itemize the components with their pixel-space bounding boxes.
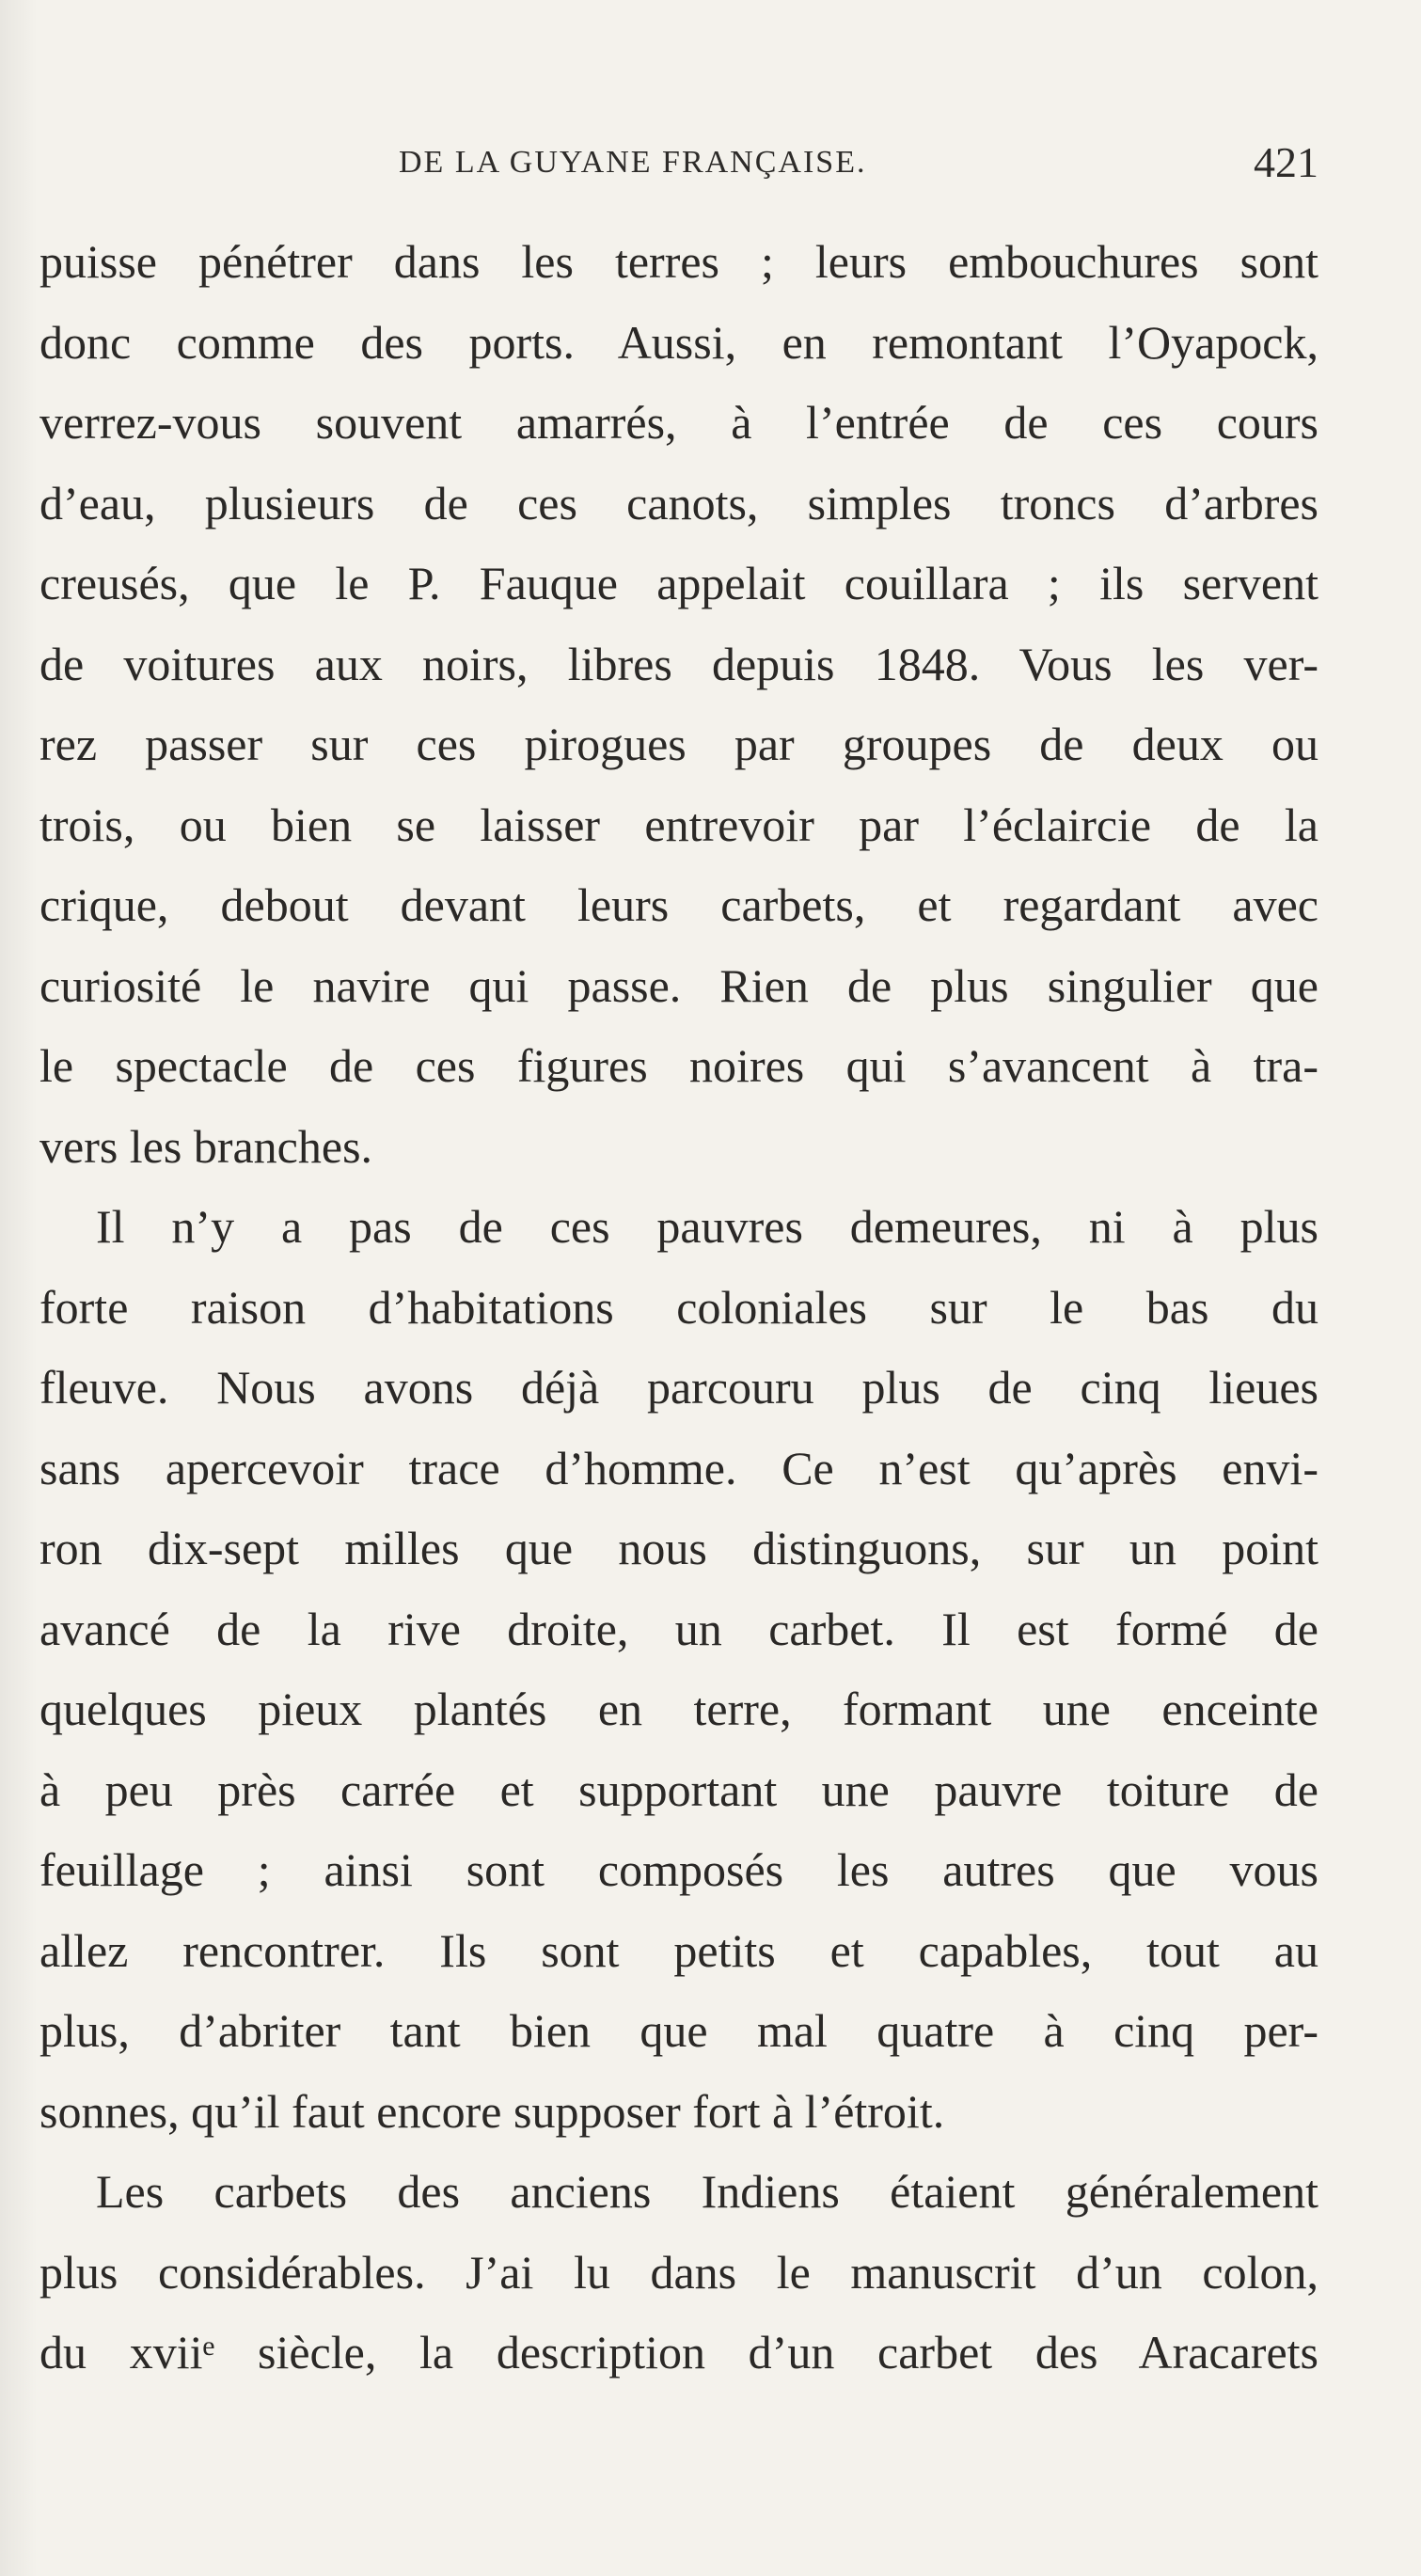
page-number: 421	[1254, 138, 1318, 186]
text-line: à peu près carrée et supportant une pauvre toiture de	[39, 1762, 1318, 1816]
text-line: allez rencontrer. Ils sont petits et capables, tout au	[39, 1923, 1318, 1977]
text-line: feuillage ; ainsi sont composés les autres que vous	[39, 1843, 1318, 1896]
text-line: d’eau, plusieurs de ces canots, simples troncs d’arbres	[39, 476, 1318, 529]
text-line: avancé de la rive droite, un carbet. Il est formé de	[39, 1602, 1318, 1655]
text-line: sans apercevoir trace d’homme. Ce n’est qu’après envi-	[39, 1441, 1318, 1494]
text-line: donc comme des ports. Aussi, en remontant l’Oyapock,	[39, 315, 1318, 369]
running-title: DE LA GUYANE FRANÇAISE.	[399, 145, 867, 180]
text-line: plus, d’abriter tant bien que mal quatre à cinq per-	[39, 2004, 1318, 2057]
text-line: du xviiᵉ siècle, la description d’un carbet des Aracarets	[39, 2326, 1318, 2378]
text-line: quelques pieux plantés en terre, formant une enceinte	[39, 1683, 1318, 1735]
text-line: verrez-vous souvent amarrés, à l’entrée de ces cours	[39, 396, 1318, 449]
text-line: Les carbets des anciens Indiens étaient généralement	[96, 2165, 1318, 2218]
text-line: rez passer sur ces pirogues par groupes de deux ou	[39, 718, 1318, 770]
text-line: forte raison d’habitations coloniales sur le bas du	[39, 1280, 1318, 1334]
text-line: le spectacle de ces figures noires qui s’avancent à tra-	[39, 1039, 1318, 1092]
text-line: Il n’y a pas de ces pauvres demeures, ni à plus	[96, 1200, 1318, 1253]
running-head	[39, 138, 1318, 201]
text-line: ron dix-sept milles que nous distinguons, sur un point	[39, 1522, 1318, 1574]
body-text	[39, 222, 1318, 2394]
text-line: vers les branches.	[39, 1119, 373, 1173]
text-line: plus considérables. J’ai lu dans le manuscrit d’un colon,	[39, 2245, 1318, 2299]
text-line: creusés, que le P. Fauque appelait couillara ; ils servent	[39, 557, 1318, 609]
text-line: puisse pénétrer dans les terres ; leurs embouchures sont	[39, 235, 1318, 288]
text-line: curiosité le navire qui passe. Rien de plus singulier que	[39, 958, 1318, 1012]
text-line: de voitures aux noirs, libres depuis 1848. Vous les ver-	[39, 637, 1318, 690]
text-line: crique, debout devant leurs carbets, et regardant avec	[39, 878, 1318, 931]
text-line: sonnes, qu’il faut encore supposer fort à l’étroit.	[39, 2084, 945, 2138]
text-line: fleuve. Nous avons déjà parcouru plus de cinq lieues	[39, 1361, 1318, 1414]
text-line: trois, ou bien se laisser entrevoir par l’éclaircie de la	[39, 798, 1318, 851]
